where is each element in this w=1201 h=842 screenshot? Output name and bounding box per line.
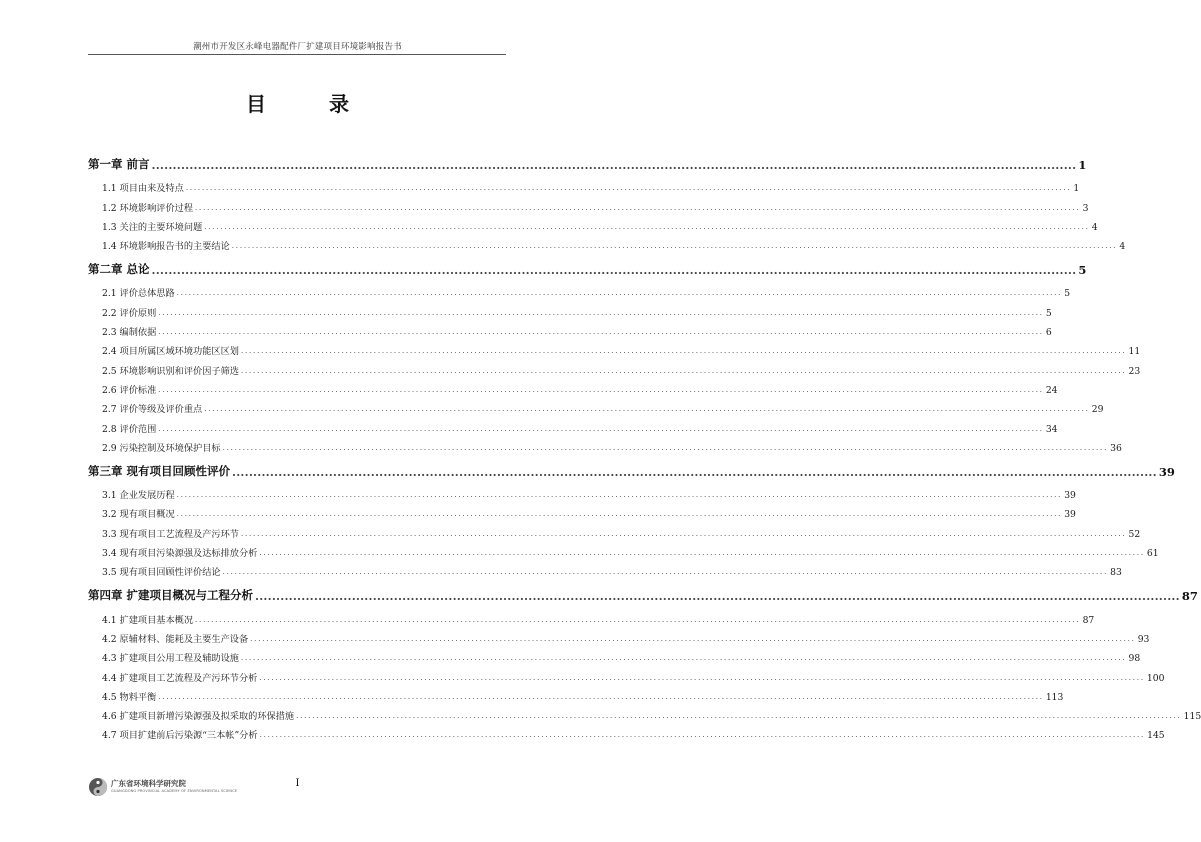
toc-entry-label: 2.1 评价总体思路: [102, 288, 175, 300]
toc-dot-leader: ............................................................................................................................................................................................................................: [151, 158, 1077, 172]
toc-entry-label: 2.8 评价范围: [102, 423, 157, 435]
toc-section-entry[interactable]: [88, 396, 1104, 416]
toc-section-entry[interactable]: [88, 415, 1058, 435]
toc-entry-label: 第二章 总论: [88, 262, 150, 277]
toc-dot-leader: ····························································································································································································································: [158, 426, 1044, 435]
toc-section-entry[interactable]: [88, 559, 1122, 579]
toc-dot-leader: ····························································································································································································································: [176, 512, 1063, 521]
toc-entry-page: 39: [1064, 490, 1076, 502]
toc-dot-leader: ····························································································································································································································: [195, 205, 1081, 214]
toc-dot-leader: ····························································································································································································································: [231, 244, 1118, 253]
toc-entry-page: 61: [1146, 548, 1159, 560]
toc-dot-leader: ····························································································································································································································: [240, 368, 1127, 377]
toc-entry-label: 4.3 扩建项目公用工程及辅助设施: [102, 653, 239, 665]
toc-dot-leader: ····························································································································································································································: [195, 617, 1081, 626]
toc-entry-page: 29: [1091, 404, 1104, 416]
toc-entry-label: 2.2 评价原则: [102, 307, 157, 319]
toc-entry-label: 2.5 环境影响识别和评价因子筛选: [102, 365, 239, 377]
toc-entry-page: 115: [1183, 711, 1201, 723]
toc-section-entry[interactable]: [88, 664, 1165, 684]
toc-section-entry[interactable]: [88, 645, 1141, 665]
toc-entry-page: 39: [1064, 509, 1076, 521]
toc-dot-leader: ····························································································································································································································: [176, 493, 1063, 502]
toc-title: 目 录: [246, 92, 377, 116]
toc-entry-page: 1: [1073, 183, 1080, 195]
toc-dot-leader: ····························································································································································································································: [158, 310, 1044, 319]
toc-entry-label: 2.4 项目所属区域环境功能区区划: [102, 346, 239, 358]
toc-dot-leader: ····························································································································································································································: [259, 733, 1146, 742]
toc-entry-label: 2.7 评价等级及评价重点: [102, 404, 203, 416]
toc-entry-page: 113: [1045, 691, 1064, 703]
toc-entry-page: 145: [1147, 730, 1165, 742]
toc-section-entry[interactable]: [88, 377, 1058, 396]
toc-entry-page: 39: [1158, 464, 1175, 479]
toc-section-entry[interactable]: [88, 520, 1141, 540]
toc-dot-leader: ····························································································································································································································: [296, 714, 1182, 723]
toc-dot-leader: ····························································································································································································································: [158, 330, 1044, 339]
toc-entry-label: 4.7 项目扩建前后污染源“三本帐”分析: [102, 730, 258, 742]
toc-entry-label: 4.4 扩建项目工艺流程及产污环节分析: [102, 672, 258, 684]
toc-entry-page: 5: [1045, 307, 1052, 319]
toc-entry-label: 2.6 评价标准: [102, 384, 157, 396]
toc-section-entry[interactable]: [88, 482, 1076, 502]
toc-entry-label: 4.5 物料平衡: [102, 691, 157, 703]
toc-entry-label: 1.4 环境影响报告书的主要结论: [102, 241, 230, 253]
toc-entry-page: 36: [1110, 442, 1122, 454]
toc-section-entry[interactable]: [88, 626, 1150, 645]
toc-section-entry[interactable]: [88, 338, 1141, 358]
toc-entry-page: 100: [1146, 672, 1165, 684]
toc-entry-label: 1.3 关注的主要环境问题: [102, 221, 203, 233]
toc-dot-leader: ····························································································································································································································: [185, 186, 1072, 195]
toc-entry-label: 3.5 现有项目回顾性评价结论: [102, 567, 221, 579]
toc-entry-label: 第四章 扩建项目概况与工程分析: [88, 588, 254, 603]
toc-dot-leader: ····························································································································································································································: [222, 570, 1109, 579]
toc-entry-page: 4: [1091, 221, 1098, 233]
toc-dot-leader: ····························································································································································································································: [204, 224, 1090, 233]
toc-entry-page: 87: [1082, 614, 1095, 626]
toc-dot-leader: ····························································································································································································································: [240, 531, 1127, 540]
toc-entry-label: 1.2 环境影响评价过程: [102, 202, 194, 214]
toc-dot-leader: ····························································································································································································································: [204, 407, 1090, 416]
toc-entry-page: 52: [1128, 528, 1141, 540]
toc-entry-label: 4.6 扩建项目新增污染源强及拟采取的环保措施: [102, 711, 295, 723]
toc-chapter-entry[interactable]: [88, 150, 1087, 172]
toc-entry-page: 3: [1082, 202, 1089, 214]
toc-dot-leader: ····························································································································································································································: [259, 551, 1145, 560]
toc-dot-leader: ····························································································································································································································: [240, 656, 1127, 665]
toc-section-entry[interactable]: [88, 194, 1089, 214]
toc-entry-page: 1: [1078, 158, 1087, 172]
toc-entry-label: 2.9 污染控制及环境保护目标: [102, 442, 221, 454]
toc-entry-label: 第一章 前言: [88, 157, 150, 171]
toc-entry-label: 3.1 企业发展历程: [102, 490, 175, 502]
toc-chapter-entry[interactable]: [88, 255, 1087, 278]
toc-section-entry[interactable]: [88, 722, 1165, 742]
toc-entry-label: 4.1 扩建项目基本概况: [102, 614, 194, 626]
toc-entry-page: 5: [1064, 288, 1071, 300]
toc-dot-leader: ····························································································································································································································: [222, 445, 1109, 454]
toc-entry-page: 23: [1128, 365, 1141, 377]
logo-name-cn: 广东省环境科学研究院: [111, 779, 186, 789]
toc-section-entry[interactable]: [88, 319, 1052, 339]
toc-dot-leader: ····························································································································································································································: [240, 349, 1127, 358]
toc-entry-label: 第三章 现有项目回顾性评价: [88, 463, 231, 478]
toc-entry-page: 87: [1181, 589, 1198, 604]
toc-dot-leader: ····························································································································································································································: [158, 387, 1044, 396]
toc-section-entry[interactable]: [88, 435, 1122, 454]
toc-dot-leader: ............................................................................................................................................................................................................................: [151, 263, 1077, 278]
toc-entry-page: 11: [1128, 346, 1141, 358]
toc-chapter-entry[interactable]: [88, 457, 1175, 479]
toc-entry-page: 4: [1119, 241, 1126, 253]
toc-section-entry[interactable]: [88, 299, 1052, 319]
toc-section-entry[interactable]: [88, 214, 1098, 233]
toc-section-entry[interactable]: [88, 540, 1159, 560]
toc-entry-page: 93: [1137, 633, 1150, 645]
toc-dot-leader: ····························································································································································································································: [158, 694, 1044, 703]
toc-entry-page: 5: [1078, 263, 1087, 278]
toc-entry-label: 2.3 编制依据: [102, 327, 157, 339]
toc-entry-page: 24: [1045, 384, 1058, 396]
toc-chapter-entry[interactable]: [88, 581, 1198, 604]
page-number: I: [295, 778, 300, 789]
toc-entry-page: 6: [1045, 327, 1052, 339]
toc-section-entry[interactable]: [88, 501, 1076, 521]
toc-section-entry[interactable]: [88, 280, 1071, 300]
toc-entry-label: 3.2 现有项目概况: [102, 509, 175, 521]
toc-entry-label: 4.2 原辅材料、能耗及主要生产设备: [102, 633, 249, 645]
toc-section-entry[interactable]: [88, 175, 1080, 195]
toc-dot-leader: ............................................................................................................................................................................................................................: [255, 589, 1180, 604]
toc-list: [88, 150, 1201, 742]
toc-section-entry[interactable]: [88, 233, 1126, 253]
toc-section-entry[interactable]: [88, 684, 1064, 703]
running-header: 潮州市开发区永峰电器配件厂扩建项目环境影响报告书: [193, 42, 402, 52]
toc-entry-label: 3.3 现有项目工艺流程及产污环节: [102, 528, 239, 540]
toc-entry-label: 1.1 项目由来及特点: [102, 183, 184, 195]
toc-dot-leader: ····························································································································································································································: [176, 291, 1063, 300]
toc-entry-label: 3.4 现有项目污染源强及达标排放分析: [102, 548, 258, 560]
toc-dot-leader: ····························································································································································································································: [250, 636, 1136, 645]
toc-section-entry[interactable]: [88, 357, 1141, 377]
toc-section-entry[interactable]: [88, 606, 1095, 626]
toc-entry-page: 98: [1128, 653, 1141, 665]
toc-entry-page: 34: [1045, 423, 1058, 435]
header-rule: [88, 54, 506, 55]
toc-dot-leader: ............................................................................................................................................................................................................................: [232, 464, 1157, 479]
toc-entry-page: 83: [1110, 567, 1122, 579]
toc-dot-leader: ····························································································································································································································: [259, 675, 1145, 684]
logo-name-en: GUANGDONG PROVINCIAL ACADEMY OF ENVIRONMENTAL SCIENCE: [111, 788, 238, 793]
toc-section-entry[interactable]: [88, 703, 1201, 723]
